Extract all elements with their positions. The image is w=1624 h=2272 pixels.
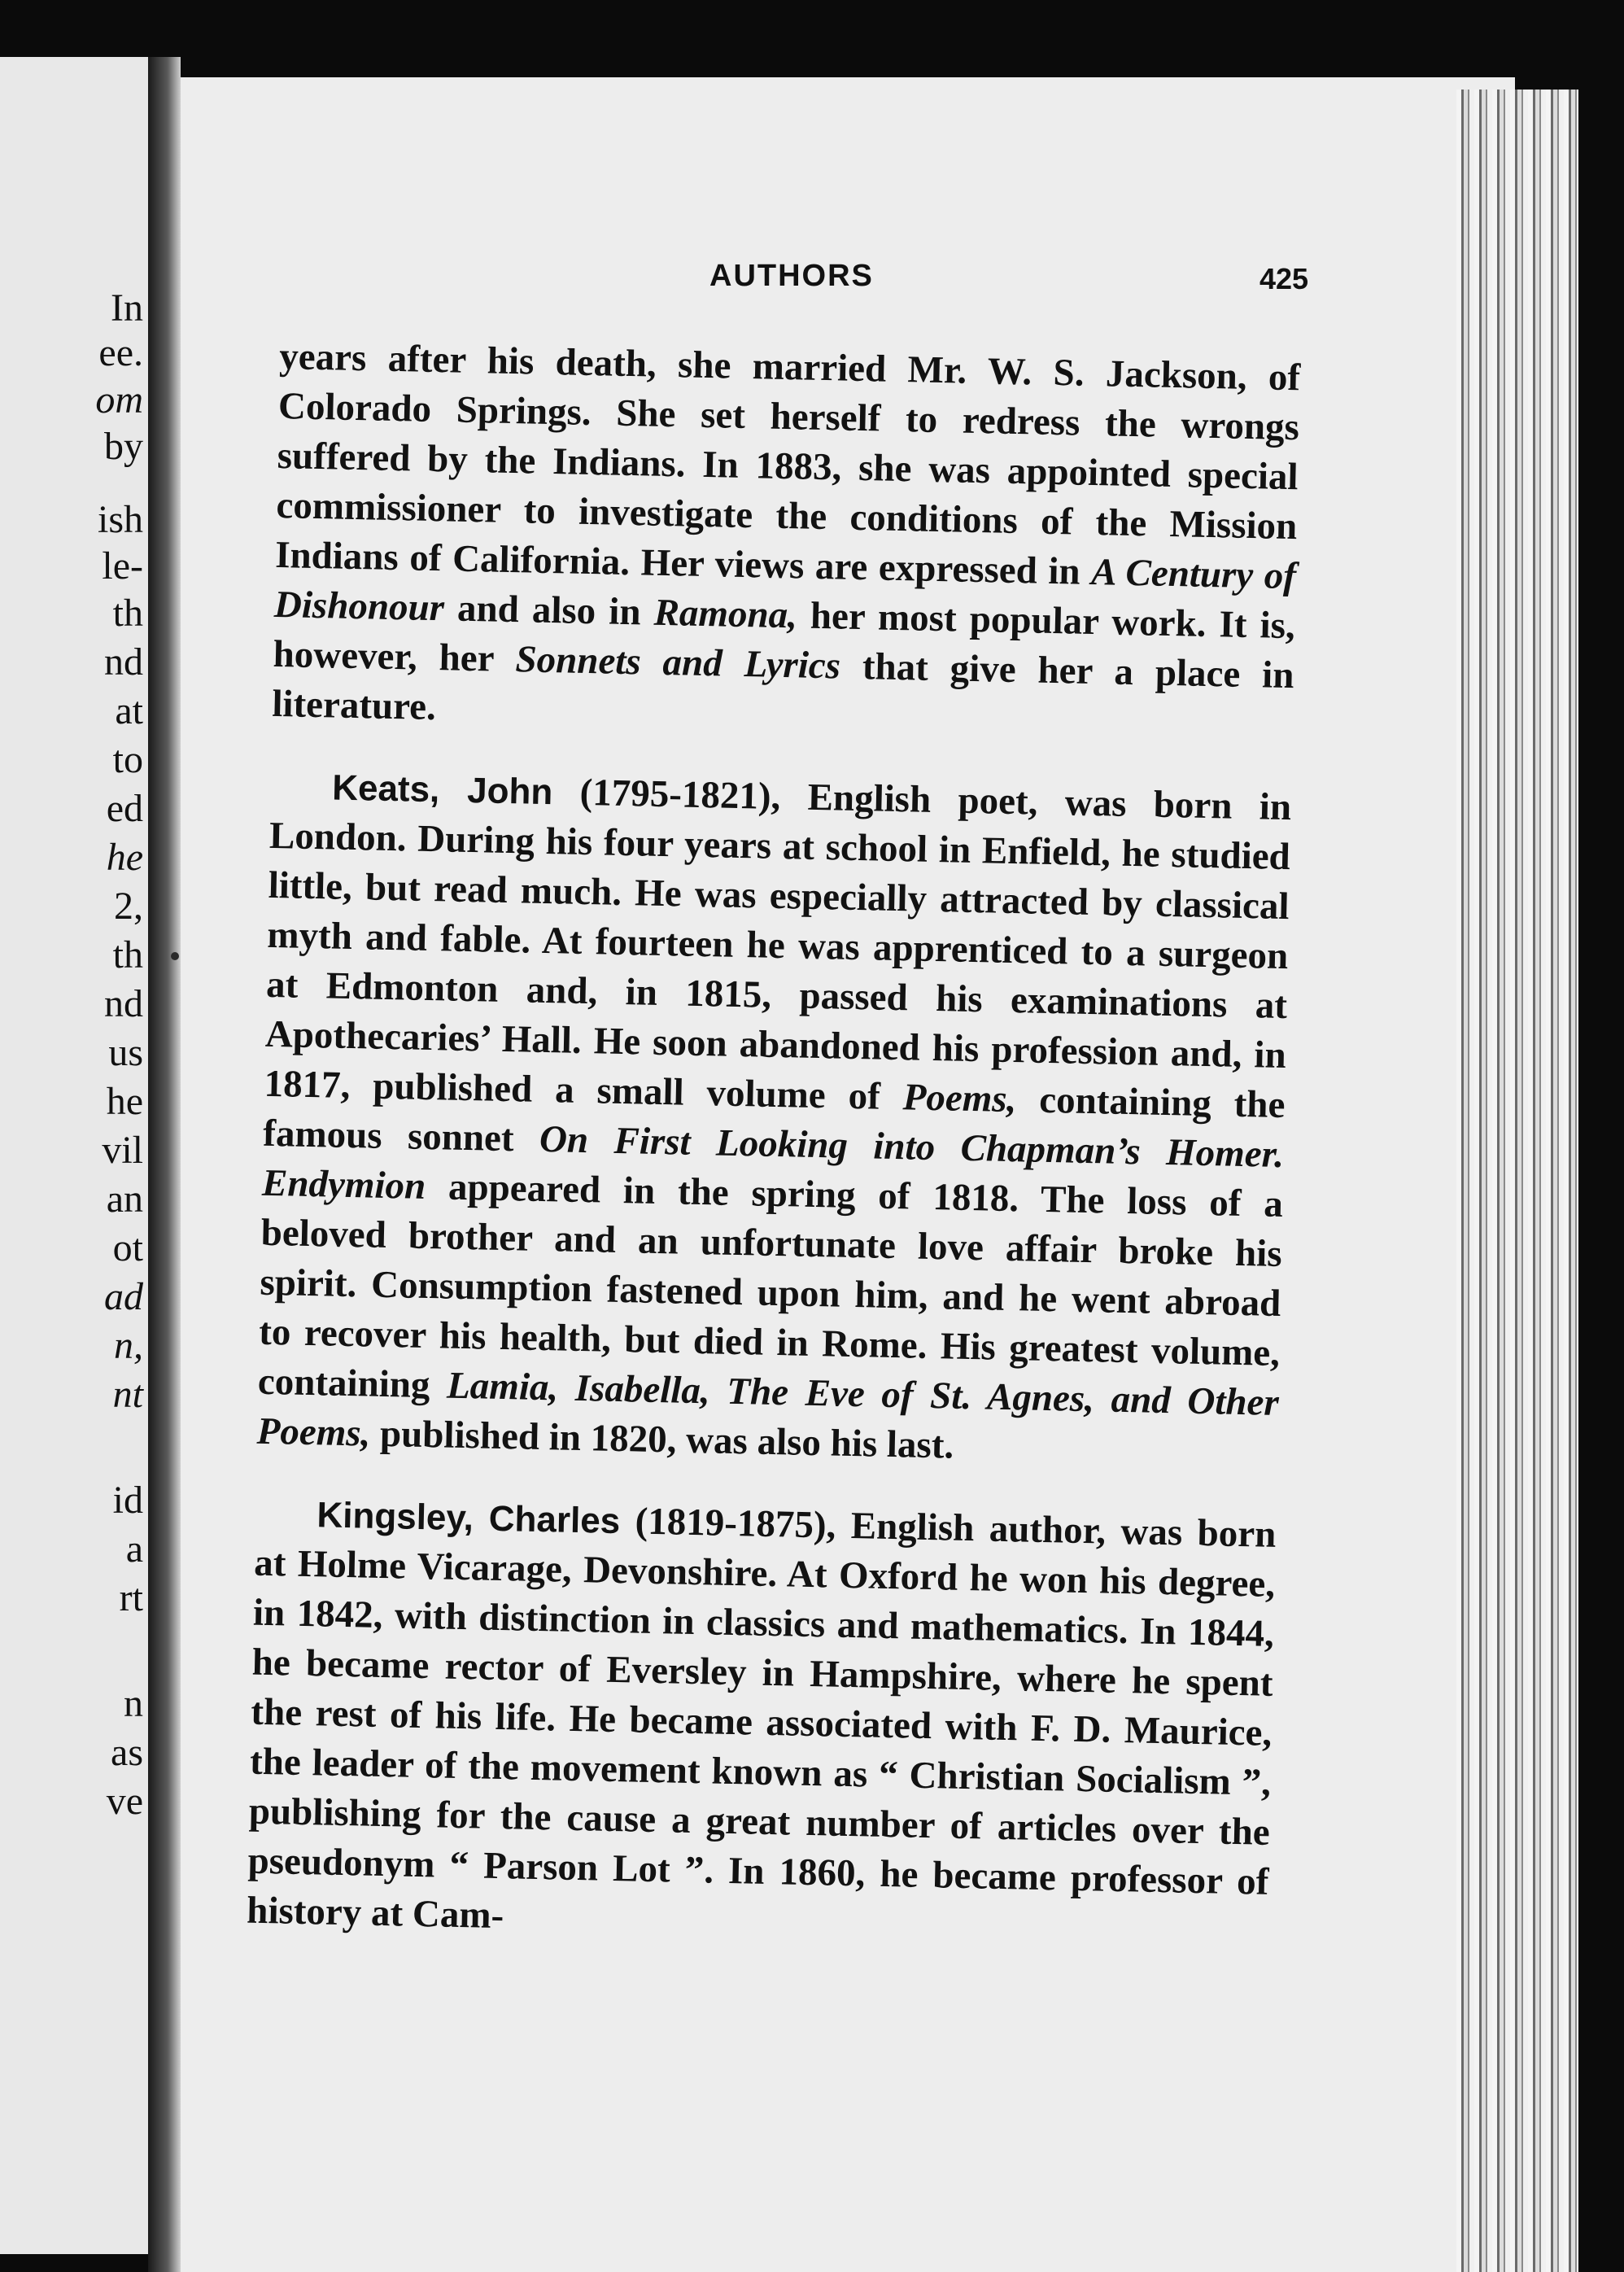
text-run: published in 1820, was also his last. — [369, 1412, 954, 1467]
facing-page-fragment: 2, — [114, 885, 143, 928]
entry-continuation — [272, 332, 1301, 750]
facing-page-fragment: ed — [106, 787, 143, 830]
text-run: and also in — [443, 587, 655, 634]
book-gutter — [148, 57, 181, 2272]
page-edges — [1456, 90, 1595, 2272]
entry-keats — [256, 762, 1292, 1478]
facing-page-fragment: at — [115, 689, 143, 732]
italic-title: On First Looking into Chapman’s Homer. Endymion — [261, 1117, 1285, 1208]
facing-page-fragment: as — [111, 1731, 143, 1774]
facing-page-fragment: n, — [114, 1324, 143, 1367]
entry-kingsley — [247, 1489, 1277, 1957]
facing-page-fragment: ot — [112, 1226, 143, 1269]
italic-title: Sonnets and Lyrics — [515, 638, 841, 688]
entry-headword: Kingsley, Charles — [317, 1495, 621, 1542]
edge-shadow — [1578, 90, 1624, 2272]
facing-page-fragment: n — [124, 1682, 143, 1725]
facing-page-fragment: he — [106, 836, 143, 879]
facing-page-fragment: nd — [104, 640, 143, 684]
facing-page-fragment: le- — [102, 544, 143, 588]
text-run: her most popular work. It is, however, her — [273, 594, 1296, 681]
facing-page-fragment: ish — [97, 498, 143, 541]
text-run: (1795-1821), English poet, was born in London. During his four years at school in Enfield, he studied little, but read much. He was especially attracted by classical myth and fable. At fourteen he was apprenticed to a surgeon at Edmonton and, in 1815, passed his examinations at Apothecaries’ Hall. He soon abandoned his profession and, in 1817, published a small volume of — [264, 771, 1292, 1119]
text-run: appeared in the spring of 1818. The loss of a beloved brother and an unfortunate love affair broke his spirit. Consumption fastened upon him, and he went abroad to recover his health, but died in Rome. His greatest volume, containing — [257, 1164, 1284, 1407]
text-run: containing the famous sonnet — [262, 1078, 1286, 1160]
facing-page-fragment: by — [104, 425, 143, 468]
italic-title: Poems, — [902, 1076, 1017, 1121]
facing-page-fragment: to — [112, 738, 143, 781]
italic-title: Lamia, Isabella, The Eve of St. Agnes, and Other Poems, — [256, 1364, 1280, 1455]
text-run: years after his death, she married Mr. W. S. Jackson, of Colorado Springs. She set herself to redress the wrongs suffered by the Indians. In 1883, she was appointed special commissioner to investigate the conditions of the Mission Indians of California. Her views are expressed in — [274, 334, 1301, 593]
facing-page-fragment: an — [106, 1178, 143, 1221]
facing-page-fragment: th — [112, 933, 143, 977]
running-head — [0, 259, 1624, 308]
facing-page-fragment: nt — [112, 1373, 143, 1416]
text-run: that give her a place in literature. — [271, 644, 1294, 729]
scan-speck — [171, 952, 179, 960]
italic-title: Ramona, — [653, 591, 798, 637]
facing-page-fragment: ee. — [98, 331, 143, 374]
page-number: 425 — [1259, 262, 1309, 295]
facing-page — [0, 57, 148, 2254]
facing-page-fragment: nd — [104, 982, 143, 1025]
facing-page-fragment: a — [125, 1527, 143, 1571]
text-run: (1819-1875), English author, was born at Holme Vicarage, Devonshire. At Oxford he won his degree, in 1842, with distinction in classics and mathematics. In 1844, he became rector of Eversley in Hampshire, where he spent the rest of his life. He became associated with F. D. Maurice, the leader of the movement known as “ Christian Socialism ”, publishing for the cause a great number of articles over the pseudonym “ Parson Lot ”. In 1860, he became professor of history at Cam- — [246, 1500, 1277, 1938]
italic-title: A Century of Dishonour — [273, 550, 1297, 630]
facing-page-fragment: ad — [104, 1275, 143, 1318]
running-title: AUTHORS — [709, 259, 874, 293]
facing-page-fragment: th — [112, 592, 143, 635]
facing-page-fragment: us — [108, 1031, 143, 1074]
facing-page-fragment: ve — [106, 1780, 143, 1823]
entry-headword: Keats, John — [331, 767, 553, 813]
facing-page-fragment: In — [111, 286, 143, 330]
facing-page-fragment: id — [112, 1479, 143, 1522]
facing-page-fragment: he — [106, 1080, 143, 1123]
facing-page-fragment: rt — [119, 1576, 143, 1619]
body-text — [247, 332, 1301, 1957]
facing-page-fragment: vil — [102, 1129, 143, 1172]
facing-page-fragment: om — [95, 378, 143, 422]
